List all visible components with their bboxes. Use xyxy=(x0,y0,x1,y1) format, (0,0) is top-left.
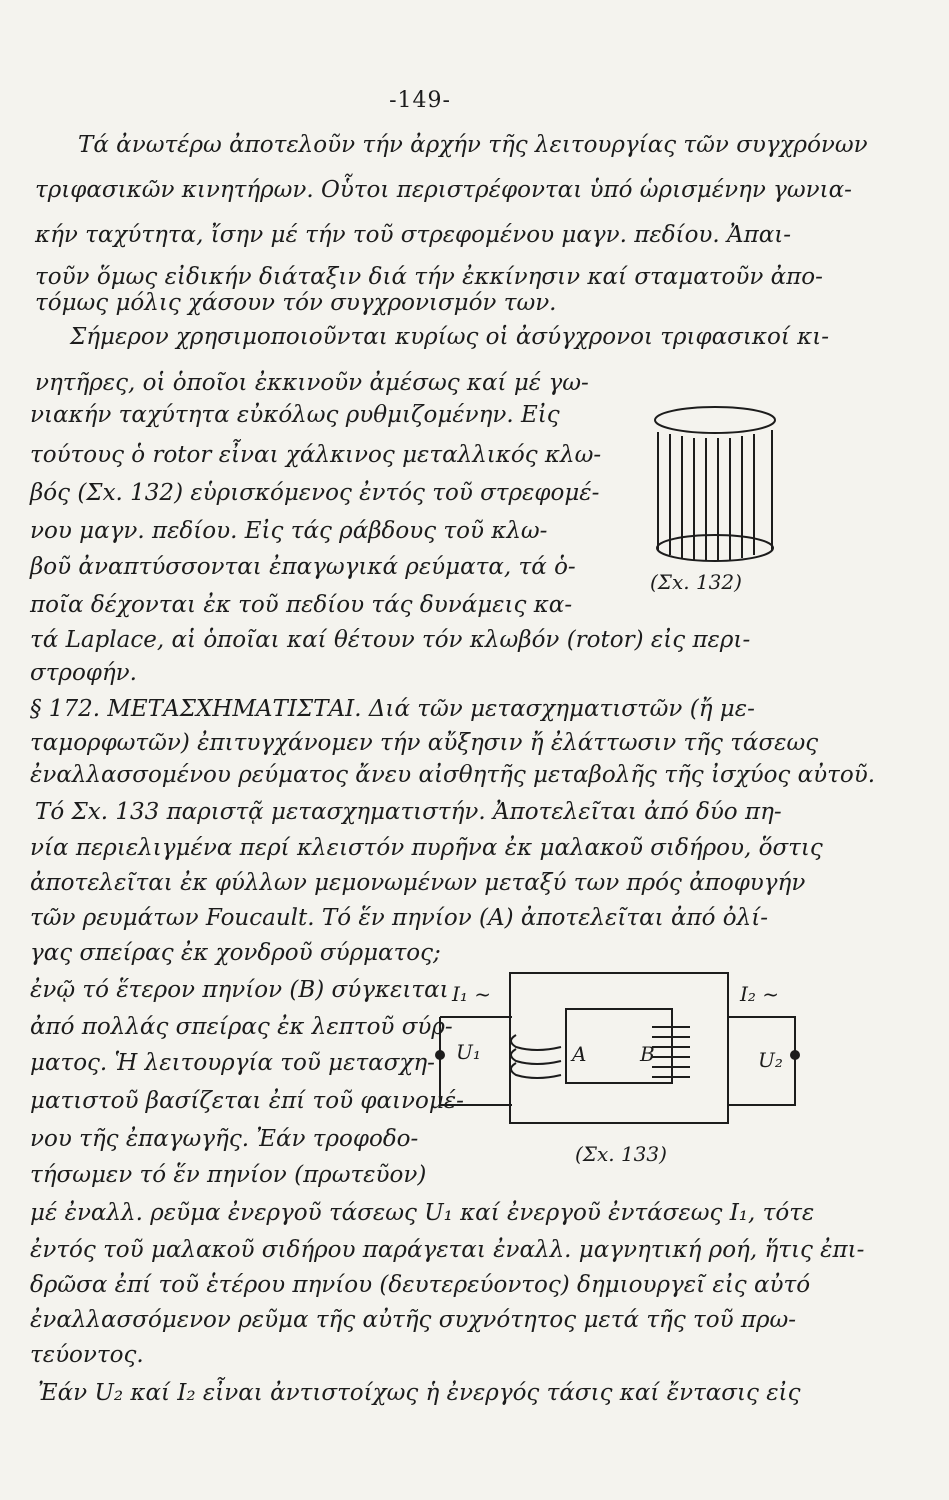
text-line-32: δρῶσα ἐπί τοῦ ἑτέρου πηνίου (δευτερεύοντος) δημιουργεῖ εἰς αὐτό xyxy=(30,1272,811,1298)
text-line-26: ματος. Ἡ λειτουργία τοῦ μετασχη- xyxy=(30,1050,435,1076)
text-line-9: τούτους ὁ rotor εἶναι χάλκινος μεταλλικός κλω- xyxy=(30,442,602,468)
label-coil-b: B xyxy=(640,1042,655,1066)
text-line-6: Σήμερον χρησιμοποιοῦνται κυρίως οἱ ἀσύγχρονοι τριφασικοί κι- xyxy=(70,324,830,350)
text-line-27: ματιστοῦ βασίζεται ἐπί τοῦ φαινομέ- xyxy=(30,1088,464,1114)
text-line-21: ἀποτελεῖται ἐκ φύλλων μεμονωμένων μεταξύ των πρός ἀποφυγήν xyxy=(30,870,806,896)
text-line-22: τῶν ρευμάτων Foucault. Τό ἕν πηνίον (A) ἀποτελεῖται ἀπό ὀλί- xyxy=(30,905,768,931)
text-line-13: ποῖα δέχονται ἐκ τοῦ πεδίου τάς δυνάμεις κα- xyxy=(30,592,573,618)
text-line-33: ἐναλλασσόμενον ρεῦμα τῆς αὐτῆς συχνότητος μετά τῆς τοῦ πρω- xyxy=(30,1307,797,1333)
text-line-10: βός (Σx. 132) εὑρισκόμενος ἐντός τοῦ στρεφομέ- xyxy=(30,480,600,506)
text-line-12: βοῦ ἀναπτύσσονται ἐπαγωγικά ρεύματα, τά ὁ- xyxy=(30,554,576,580)
label-i1: I₁ ~ xyxy=(452,982,492,1006)
text-line-24: ἐνῷ τό ἕτερον πηνίον (B) σύγκειται xyxy=(30,977,449,1003)
text-line-14: τά Laplace, αἱ ὁποῖαι καί θέτουν τόν κλωβόν (rotor) εἰς περι- xyxy=(30,627,751,653)
figure-132-rotor-cage xyxy=(640,400,790,580)
text-line-29: τήσωμεν τό ἕν πηνίον (πρωτεῦον) xyxy=(30,1162,427,1188)
text-line-31: ἐντός τοῦ μαλακοῦ σιδήρου παράγεται ἐναλλ. μαγνητική ροή, ἥτις ἐπι- xyxy=(30,1237,865,1263)
text-line-30: μέ ἐναλλ. ρεῦμα ἐνεργοῦ τάσεως U₁ καί ἐνεργοῦ ἐντάσεως I₁, τότε xyxy=(30,1200,815,1226)
label-coil-a: A xyxy=(572,1042,587,1066)
text-line-1: Τά ἀνωτέρω ἀποτελοῦν τήν ἀρχήν τῆς λειτουργίας τῶν συγχρόνων xyxy=(78,132,868,158)
text-line-2: τριφασικῶν κινητήρων. Οὗτοι περιστρέφονται ὑπό ὡρισμένην γωνια- xyxy=(35,177,852,203)
text-line-28: νου τῆς ἐπαγωγῆς. Ἐάν τροφοδο- xyxy=(30,1126,419,1152)
label-u2: U₂ xyxy=(758,1048,783,1072)
text-line-19: Τό Σx. 133 παριστᾷ μετασχηματιστήν. Ἀποτελεῖται ἀπό δύο πη- xyxy=(35,799,782,825)
page-number: -149- xyxy=(389,88,451,113)
text-line-11: νου μαγν. πεδίου. Εἰς τάς ράβδους τοῦ κλω- xyxy=(30,518,548,544)
text-line-20: νία περιελιγμένα περί κλειστόν πυρῆνα ἐκ μαλακοῦ σιδήρου, ὅστις xyxy=(30,835,823,861)
section-heading-172: § 172. ΜΕΤΑΣΧΗΜΑΤΙΣΤΑΙ. Διά τῶν μετασχηματιστῶν (ἤ με- xyxy=(30,696,755,722)
text-line-25: ἀπό πολλάς σπείρας ἐκ λεπτοῦ σύρ- xyxy=(30,1014,453,1040)
text-line-34: τεύοντος. xyxy=(30,1342,144,1368)
text-line-5: τόμως μόλις χάσουν τόν συγχρονισμόν των. xyxy=(35,290,557,316)
text-line-8: νιακήν ταχύτητα εὐκόλως ρυθμιζομένην. Εἰς xyxy=(30,402,560,428)
text-line-23: γας σπείρας ἐκ χονδροῦ σύρματος; xyxy=(30,940,441,966)
text-line-18: ἐναλλασσομένου ρεύματος ἄνευ αἰσθητῆς μεταβολῆς τῆς ἰσχύος αὐτοῦ. xyxy=(30,762,876,788)
text-line-4: τοῦν ὅμως εἰδικήν διάταξιν διά τήν ἐκκίνησιν καί σταματοῦν ἀπο- xyxy=(35,264,823,290)
text-line-7: νητῆρες, οἱ ὁποῖοι ἐκκινοῦν ἀμέσως καί μέ γω- xyxy=(35,370,589,396)
label-u1: U₁ xyxy=(456,1040,481,1064)
text-line-35: Ἐάν U₂ καί I₂ εἶναι ἀντιστοίχως ἡ ἐνεργός τάσις καί ἔντασις εἰς xyxy=(38,1380,801,1406)
figure-133-caption: (Σx. 133) xyxy=(575,1142,667,1166)
text-line-3: κήν ταχύτητα, ἴσην μέ τήν τοῦ στρεφομένου μαγν. πεδίου. Ἀπαι- xyxy=(35,222,792,248)
figure-132-caption: (Σx. 132) xyxy=(650,570,742,594)
label-i2: I₂ ~ xyxy=(740,982,780,1006)
text-line-17: ταμορφωτῶν) ἐπιτυγχάνομεν τήν αὔξησιν ἤ ἐλάττωσιν τῆς τάσεως xyxy=(30,730,819,756)
text-line-15: στροφήν. xyxy=(30,660,137,686)
